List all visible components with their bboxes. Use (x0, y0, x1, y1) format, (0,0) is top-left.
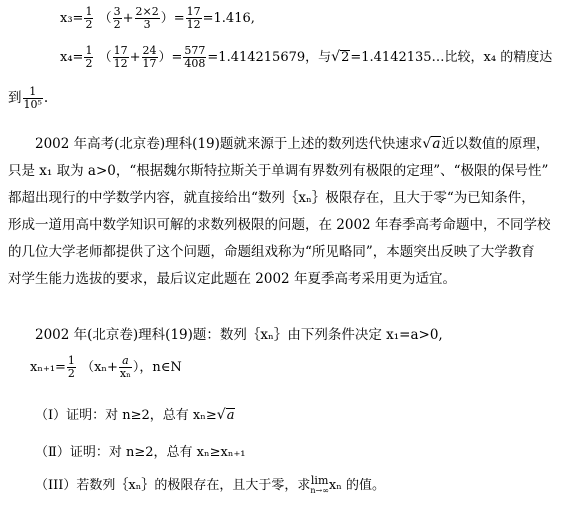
sqrt-radicand: a (226, 408, 235, 423)
sqrt-radicand: 2 (341, 50, 350, 65)
formula-x4 (60, 45, 552, 70)
recurrence-lhs: xₙ₊₁= (30, 360, 66, 375)
paren-right-eq: ）= (158, 50, 183, 65)
paren-left: （ (98, 11, 112, 26)
fraction-a-xn: $\frac{a}{\text{xₙ}}$ (119, 354, 131, 380)
sqrt-icon: √ (422, 136, 432, 152)
limit-operator (310, 473, 329, 496)
paragraph-origin (8, 131, 568, 293)
comparison-text: =1.4142135…比较，x₄ 的精度达 (350, 50, 553, 65)
paren-right: ），n∈N (132, 360, 182, 375)
question-3-text: （III）若数列｛xₙ｝的极限存在，且大于零，求 (35, 478, 311, 493)
fraction-half: $\frac{1}{2}$ (85, 5, 93, 31)
question-2-text: （Ⅱ）证明：对 n≥2，总有 xₙ≥xₙ₊₁ (35, 445, 246, 460)
problem-statement (35, 323, 443, 343)
limit-subscript: n→∞ (310, 485, 329, 495)
fraction-577-408: $\frac{577}{408}$ (184, 44, 206, 70)
formula-x3 (60, 6, 255, 31)
problem-intro: 2002 年(北京卷)理科(19)题：数列｛xₙ｝由下列条件决定 x₁=a>0, (35, 327, 443, 343)
fraction-half: $\frac{1}{2}$ (67, 354, 75, 380)
question-3-tail: xₙ 的值。 (328, 478, 385, 493)
sqrt-icon: √ (216, 407, 226, 423)
fraction-2x2-3: $\frac{2\times 2}{3}$ (135, 5, 159, 31)
x3-lhs: x₃= (60, 11, 84, 26)
precision-dot: . (43, 90, 49, 106)
fraction-24-17: $\frac{24}{17}$ (142, 44, 157, 70)
question-1 (35, 404, 235, 423)
line-text: 2002 年高考(北京卷)理科(19)题就来源于上述的数列迭代快速求 (35, 136, 423, 152)
fraction-half: $\frac{1}{2}$ (85, 44, 93, 70)
x4-value: =1.414215679，与 (207, 50, 332, 65)
question-2 (35, 441, 246, 460)
paragraph-line: 都超出现行的中学数学内容，就直接给出“数列｛xₙ｝极限存在，且大于零“为已知条件， (8, 190, 535, 206)
paragraph-line (8, 131, 568, 158)
paren-right-eq: ）= (160, 11, 185, 26)
plus-sign: + (122, 11, 134, 26)
sqrt-icon: √ (331, 49, 341, 65)
paren-left: （ (98, 50, 112, 65)
question-1-text: （Ⅰ）证明：对 n≥2，总有 xₙ≥ (35, 408, 217, 423)
precision-line (8, 86, 48, 111)
plus-sign: + (129, 50, 141, 65)
precision-label: 到 (8, 90, 22, 106)
paragraph-line: 的几位大学老师都提供了这个问题，命题组戏称为“所见略同”，本题突出反映了大学教育 (8, 244, 535, 260)
fraction-17-12: $\frac{17}{12}$ (113, 44, 128, 70)
paragraph-line: 只是 x₁ 取为 a>0，“根据魏尔斯特拉斯关于单调有界数列有极限的定理”、“极限的保号性” (8, 163, 549, 179)
limit-label: lim (310, 473, 329, 487)
fraction-1-10-5: $\frac{1}{\text{10⁵}}$ (23, 85, 42, 111)
paren-left: （xₙ+ (81, 360, 118, 375)
sqrt-radicand: a (432, 136, 441, 152)
paragraph-line: 对学生能力选拔的要求，最后议定此题在 2002 年夏季高考采用更为适宜。 (8, 271, 456, 287)
line-text: 近以数值的原理， (441, 136, 550, 152)
fraction-17-12: $\frac{17}{12}$ (186, 5, 201, 31)
paragraph-line: 形成一道用高中数学知识可解的求数列极限的问题，在 2002 年春季高考命题中，不同学校 (8, 217, 551, 233)
question-3 (35, 474, 385, 496)
recurrence-formula (30, 355, 182, 380)
x4-lhs: x₄= (60, 50, 84, 65)
x3-value: =1.416, (202, 11, 255, 26)
fraction-3-2: $\frac{3}{2}$ (113, 5, 121, 31)
